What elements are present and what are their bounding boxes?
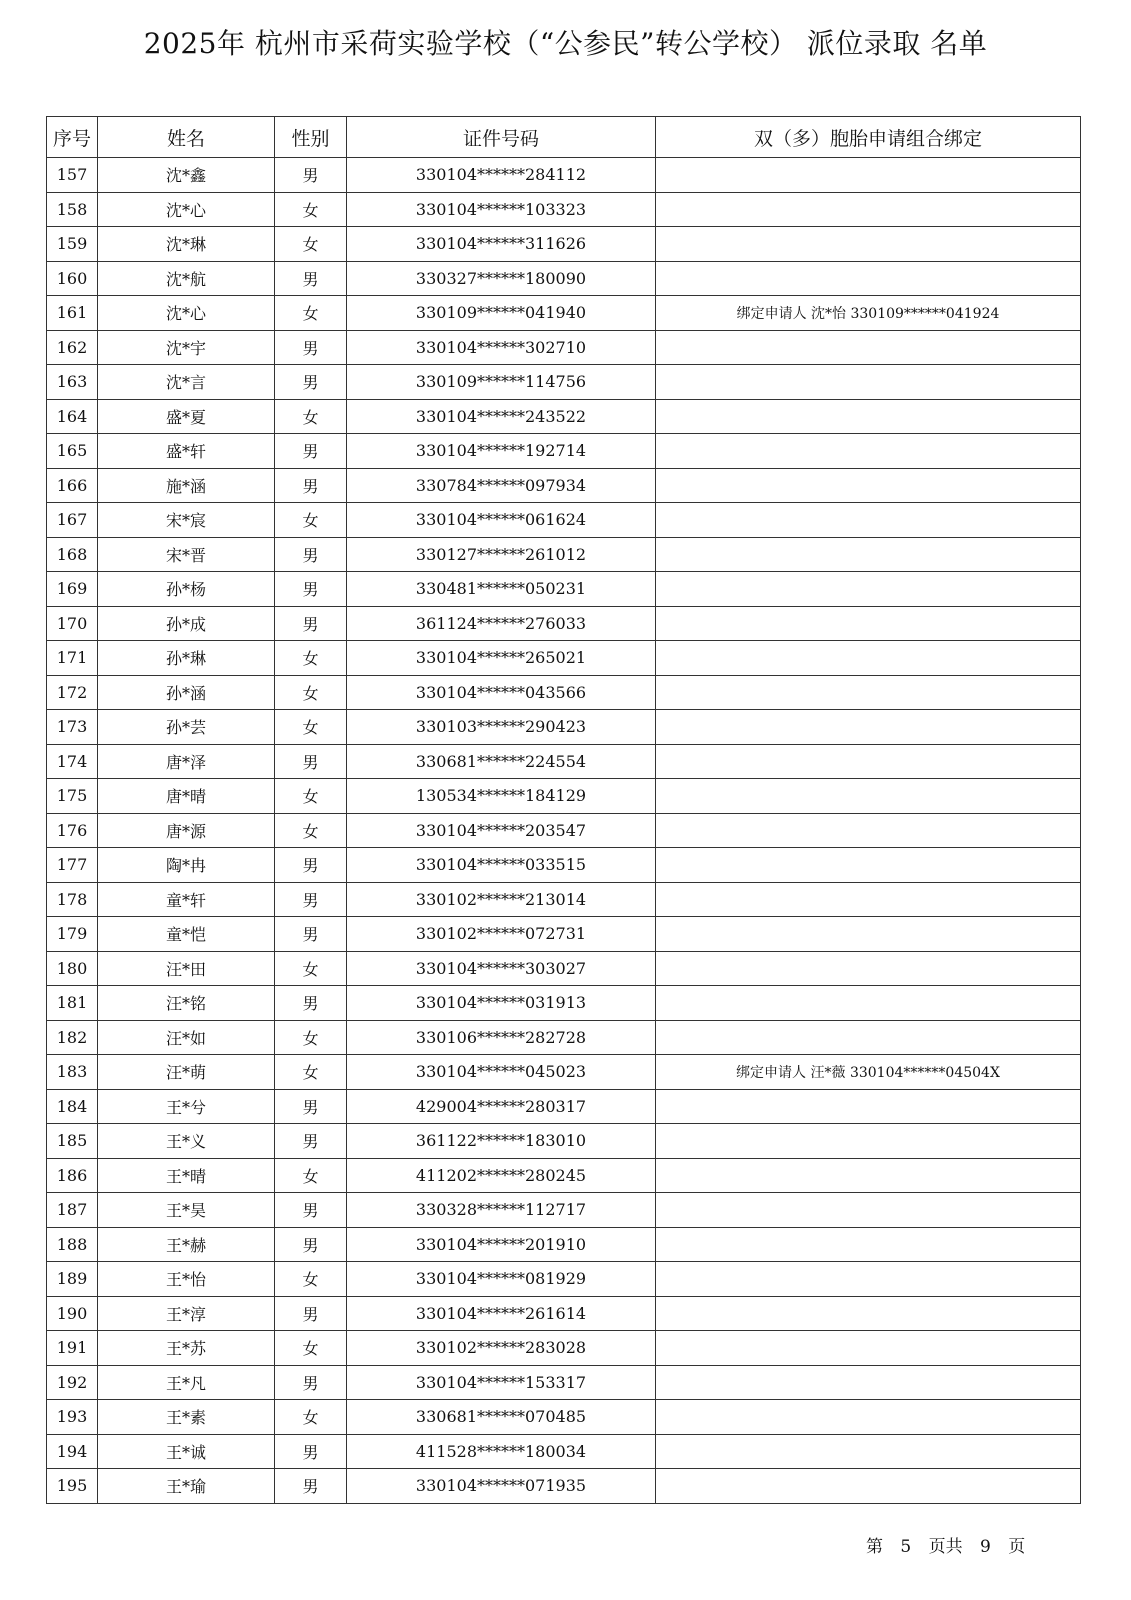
page-footer <box>866 1532 1025 1557</box>
cell-twin-binding <box>656 1365 1081 1400</box>
table-row <box>47 365 1081 400</box>
cell-index: 181 <box>47 986 98 1021</box>
cell-id-number: 330681******224554 <box>347 744 656 779</box>
header-id-number: 证件号码 <box>347 117 656 158</box>
cell-gender: 女 <box>275 227 347 262</box>
cell-index: 190 <box>47 1296 98 1331</box>
table-row <box>47 951 1081 986</box>
cell-name: 王*素 <box>98 1400 275 1435</box>
table-row <box>47 1262 1081 1297</box>
cell-id-number: 330104******071935 <box>347 1469 656 1504</box>
cell-index: 180 <box>47 951 98 986</box>
cell-name: 施*涵 <box>98 468 275 503</box>
cell-index: 187 <box>47 1193 98 1228</box>
cell-index: 176 <box>47 813 98 848</box>
cell-gender: 男 <box>275 572 347 607</box>
cell-twin-binding: 绑定申请人 汪*薇 330104******04504X <box>656 1055 1081 1090</box>
cell-name: 唐*源 <box>98 813 275 848</box>
table-row <box>47 1365 1081 1400</box>
cell-id-number: 330102******072731 <box>347 917 656 952</box>
table-row <box>47 1124 1081 1159</box>
cell-name: 孙*涵 <box>98 675 275 710</box>
cell-gender: 女 <box>275 296 347 331</box>
table-row <box>47 848 1081 883</box>
cell-gender: 女 <box>275 641 347 676</box>
cell-name: 宋*宸 <box>98 503 275 538</box>
cell-id-number: 330104******103323 <box>347 192 656 227</box>
cell-id-number: 411528******180034 <box>347 1434 656 1469</box>
table-row <box>47 1227 1081 1262</box>
table-row <box>47 1331 1081 1366</box>
cell-name: 孙*杨 <box>98 572 275 607</box>
table-row <box>47 986 1081 1021</box>
table-row <box>47 1400 1081 1435</box>
cell-gender: 男 <box>275 606 347 641</box>
cell-id-number: 330109******114756 <box>347 365 656 400</box>
footer-suffix: 页 <box>1008 1537 1026 1557</box>
cell-id-number: 330102******283028 <box>347 1331 656 1366</box>
table-row <box>47 675 1081 710</box>
cell-id-number: 330104******203547 <box>347 813 656 848</box>
cell-gender: 男 <box>275 882 347 917</box>
cell-index: 173 <box>47 710 98 745</box>
footer-prefix: 第 <box>866 1537 883 1557</box>
table-row <box>47 503 1081 538</box>
cell-index: 161 <box>47 296 98 331</box>
cell-index: 158 <box>47 192 98 227</box>
cell-id-number: 330127******261012 <box>347 537 656 572</box>
cell-gender: 男 <box>275 1434 347 1469</box>
header-index: 序号 <box>47 117 98 158</box>
cell-id-number: 330104******302710 <box>347 330 656 365</box>
cell-twin-binding <box>656 779 1081 814</box>
table-row <box>47 606 1081 641</box>
cell-id-number: 330104******153317 <box>347 1365 656 1400</box>
cell-name: 陶*冉 <box>98 848 275 883</box>
table-row <box>47 468 1081 503</box>
footer-total-pages: 9 <box>980 1537 991 1557</box>
cell-gender: 男 <box>275 986 347 1021</box>
cell-name: 孙*成 <box>98 606 275 641</box>
cell-name: 汪*铭 <box>98 986 275 1021</box>
cell-index: 166 <box>47 468 98 503</box>
cell-name: 沈*心 <box>98 192 275 227</box>
cell-id-number: 330104******081929 <box>347 1262 656 1297</box>
cell-name: 王*赫 <box>98 1227 275 1262</box>
cell-index: 164 <box>47 399 98 434</box>
cell-twin-binding <box>656 1124 1081 1159</box>
cell-gender: 男 <box>275 1296 347 1331</box>
cell-index: 184 <box>47 1089 98 1124</box>
cell-gender: 女 <box>275 1020 347 1055</box>
cell-id-number: 330102******213014 <box>347 882 656 917</box>
cell-name: 王*瑜 <box>98 1469 275 1504</box>
cell-gender: 女 <box>275 399 347 434</box>
cell-id-number: 361124******276033 <box>347 606 656 641</box>
cell-name: 沈*言 <box>98 365 275 400</box>
table-row <box>47 641 1081 676</box>
cell-twin-binding <box>656 1158 1081 1193</box>
cell-twin-binding <box>656 1296 1081 1331</box>
cell-twin-binding <box>656 917 1081 952</box>
admission-table <box>46 116 1081 1504</box>
cell-gender: 男 <box>275 917 347 952</box>
cell-gender: 男 <box>275 848 347 883</box>
cell-name: 王*怡 <box>98 1262 275 1297</box>
cell-index: 170 <box>47 606 98 641</box>
table-row <box>47 1020 1081 1055</box>
cell-gender: 女 <box>275 1055 347 1090</box>
cell-index: 195 <box>47 1469 98 1504</box>
cell-index: 169 <box>47 572 98 607</box>
cell-twin-binding <box>656 882 1081 917</box>
table-row <box>47 572 1081 607</box>
cell-twin-binding <box>656 503 1081 538</box>
cell-index: 160 <box>47 261 98 296</box>
cell-twin-binding <box>656 227 1081 262</box>
cell-twin-binding <box>656 606 1081 641</box>
cell-index: 163 <box>47 365 98 400</box>
cell-name: 沈*心 <box>98 296 275 331</box>
table-row <box>47 1158 1081 1193</box>
cell-twin-binding <box>656 1262 1081 1297</box>
cell-index: 192 <box>47 1365 98 1400</box>
cell-gender: 女 <box>275 1400 347 1435</box>
table-row <box>47 537 1081 572</box>
cell-twin-binding <box>656 434 1081 469</box>
cell-name: 王*晴 <box>98 1158 275 1193</box>
table-row <box>47 330 1081 365</box>
table-row <box>47 1469 1081 1504</box>
cell-gender: 女 <box>275 192 347 227</box>
cell-twin-binding <box>656 744 1081 779</box>
table-row <box>47 710 1081 745</box>
cell-index: 171 <box>47 641 98 676</box>
cell-twin-binding <box>656 710 1081 745</box>
cell-id-number: 330106******282728 <box>347 1020 656 1055</box>
table-header <box>47 117 1081 158</box>
cell-name: 唐*泽 <box>98 744 275 779</box>
cell-index: 162 <box>47 330 98 365</box>
cell-index: 178 <box>47 882 98 917</box>
table-row <box>47 296 1081 331</box>
cell-id-number: 330104******265021 <box>347 641 656 676</box>
table-row <box>47 882 1081 917</box>
cell-index: 175 <box>47 779 98 814</box>
cell-twin-binding <box>656 468 1081 503</box>
cell-name: 唐*晴 <box>98 779 275 814</box>
cell-twin-binding <box>656 951 1081 986</box>
cell-name: 汪*如 <box>98 1020 275 1055</box>
cell-twin-binding: 绑定申请人 沈*怡 330109******041924 <box>656 296 1081 331</box>
document-title: 2025年 杭州市采荷实验学校（“公参民”转公学校） 派位录取 名单 <box>143 27 988 60</box>
table-row <box>47 813 1081 848</box>
cell-id-number: 411202******280245 <box>347 1158 656 1193</box>
cell-name: 沈*宇 <box>98 330 275 365</box>
cell-index: 183 <box>47 1055 98 1090</box>
cell-gender: 男 <box>275 158 347 193</box>
cell-gender: 男 <box>275 1193 347 1228</box>
cell-index: 157 <box>47 158 98 193</box>
cell-name: 王*苏 <box>98 1331 275 1366</box>
header-name: 姓名 <box>98 117 275 158</box>
cell-gender: 女 <box>275 1262 347 1297</box>
cell-id-number: 330104******303027 <box>347 951 656 986</box>
cell-id-number: 330681******070485 <box>347 1400 656 1435</box>
cell-twin-binding <box>656 1227 1081 1262</box>
cell-gender: 女 <box>275 675 347 710</box>
cell-id-number: 330104******284112 <box>347 158 656 193</box>
table-body <box>47 158 1081 1504</box>
cell-gender: 女 <box>275 813 347 848</box>
cell-index: 182 <box>47 1020 98 1055</box>
cell-twin-binding <box>656 158 1081 193</box>
cell-gender: 男 <box>275 1469 347 1504</box>
table-row <box>47 1296 1081 1331</box>
table-row <box>47 917 1081 952</box>
header-twin-binding: 双（多）胞胎申请组合绑定 <box>656 117 1081 158</box>
cell-gender: 男 <box>275 1365 347 1400</box>
cell-id-number: 429004******280317 <box>347 1089 656 1124</box>
cell-id-number: 330481******050231 <box>347 572 656 607</box>
cell-name: 沈*航 <box>98 261 275 296</box>
cell-twin-binding <box>656 848 1081 883</box>
cell-twin-binding <box>656 1469 1081 1504</box>
cell-gender: 男 <box>275 330 347 365</box>
cell-index: 179 <box>47 917 98 952</box>
cell-twin-binding <box>656 1193 1081 1228</box>
footer-middle: 页共 <box>928 1537 963 1557</box>
footer-page-number: 5 <box>900 1537 912 1557</box>
cell-gender: 女 <box>275 503 347 538</box>
cell-id-number: 330104******192714 <box>347 434 656 469</box>
cell-name: 童*轩 <box>98 882 275 917</box>
table-row <box>47 399 1081 434</box>
cell-id-number: 330109******041940 <box>347 296 656 331</box>
cell-id-number: 330104******311626 <box>347 227 656 262</box>
cell-gender: 男 <box>275 1124 347 1159</box>
cell-name: 沈*琳 <box>98 227 275 262</box>
cell-gender: 男 <box>275 1089 347 1124</box>
table-row <box>47 1193 1081 1228</box>
cell-name: 汪*萌 <box>98 1055 275 1090</box>
cell-index: 189 <box>47 1262 98 1297</box>
cell-gender: 女 <box>275 710 347 745</box>
cell-name: 王*凡 <box>98 1365 275 1400</box>
cell-name: 王*昊 <box>98 1193 275 1228</box>
cell-twin-binding <box>656 365 1081 400</box>
cell-gender: 男 <box>275 1227 347 1262</box>
cell-gender: 男 <box>275 261 347 296</box>
cell-name: 王*兮 <box>98 1089 275 1124</box>
cell-twin-binding <box>656 1089 1081 1124</box>
cell-twin-binding <box>656 572 1081 607</box>
cell-twin-binding <box>656 813 1081 848</box>
cell-index: 193 <box>47 1400 98 1435</box>
cell-index: 194 <box>47 1434 98 1469</box>
cell-id-number: 330328******112717 <box>347 1193 656 1228</box>
cell-twin-binding <box>656 641 1081 676</box>
cell-twin-binding <box>656 675 1081 710</box>
table-row <box>47 1089 1081 1124</box>
cell-gender: 男 <box>275 365 347 400</box>
cell-id-number: 330103******290423 <box>347 710 656 745</box>
cell-index: 186 <box>47 1158 98 1193</box>
table-row <box>47 227 1081 262</box>
cell-twin-binding <box>656 330 1081 365</box>
cell-gender: 女 <box>275 951 347 986</box>
cell-index: 188 <box>47 1227 98 1262</box>
cell-twin-binding <box>656 1434 1081 1469</box>
table-row <box>47 158 1081 193</box>
cell-id-number: 330104******261614 <box>347 1296 656 1331</box>
cell-index: 172 <box>47 675 98 710</box>
cell-id-number: 330104******243522 <box>347 399 656 434</box>
cell-index: 174 <box>47 744 98 779</box>
table-row <box>47 192 1081 227</box>
table-row <box>47 1055 1081 1090</box>
cell-gender: 男 <box>275 744 347 779</box>
cell-index: 165 <box>47 434 98 469</box>
cell-twin-binding <box>656 1331 1081 1366</box>
table-row <box>47 261 1081 296</box>
cell-name: 王*诚 <box>98 1434 275 1469</box>
cell-twin-binding <box>656 261 1081 296</box>
header-gender: 性别 <box>275 117 347 158</box>
cell-id-number: 330104******043566 <box>347 675 656 710</box>
cell-gender: 女 <box>275 1158 347 1193</box>
cell-index: 159 <box>47 227 98 262</box>
cell-name: 孙*芸 <box>98 710 275 745</box>
cell-id-number: 361122******183010 <box>347 1124 656 1159</box>
cell-name: 盛*轩 <box>98 434 275 469</box>
cell-index: 168 <box>47 537 98 572</box>
table-row <box>47 744 1081 779</box>
cell-index: 177 <box>47 848 98 883</box>
cell-twin-binding <box>656 399 1081 434</box>
cell-gender: 女 <box>275 779 347 814</box>
table-row <box>47 779 1081 814</box>
cell-id-number: 330784******097934 <box>347 468 656 503</box>
cell-id-number: 130534******184129 <box>347 779 656 814</box>
header-row <box>47 117 1081 158</box>
table-row <box>47 1434 1081 1469</box>
cell-id-number: 330327******180090 <box>347 261 656 296</box>
cell-gender: 女 <box>275 1331 347 1366</box>
table-row <box>47 434 1081 469</box>
cell-id-number: 330104******201910 <box>347 1227 656 1262</box>
cell-name: 盛*夏 <box>98 399 275 434</box>
cell-index: 185 <box>47 1124 98 1159</box>
cell-index: 191 <box>47 1331 98 1366</box>
cell-twin-binding <box>656 537 1081 572</box>
cell-index: 167 <box>47 503 98 538</box>
cell-name: 沈*鑫 <box>98 158 275 193</box>
cell-twin-binding <box>656 1020 1081 1055</box>
cell-gender: 男 <box>275 468 347 503</box>
cell-name: 王*义 <box>98 1124 275 1159</box>
cell-id-number: 330104******031913 <box>347 986 656 1021</box>
cell-id-number: 330104******033515 <box>347 848 656 883</box>
cell-name: 孙*琳 <box>98 641 275 676</box>
cell-name: 汪*田 <box>98 951 275 986</box>
cell-name: 童*恺 <box>98 917 275 952</box>
cell-name: 王*淳 <box>98 1296 275 1331</box>
cell-id-number: 330104******061624 <box>347 503 656 538</box>
cell-name: 宋*晋 <box>98 537 275 572</box>
cell-twin-binding <box>656 192 1081 227</box>
cell-twin-binding <box>656 1400 1081 1435</box>
cell-twin-binding <box>656 986 1081 1021</box>
cell-gender: 男 <box>275 537 347 572</box>
cell-id-number: 330104******045023 <box>347 1055 656 1090</box>
cell-gender: 男 <box>275 434 347 469</box>
